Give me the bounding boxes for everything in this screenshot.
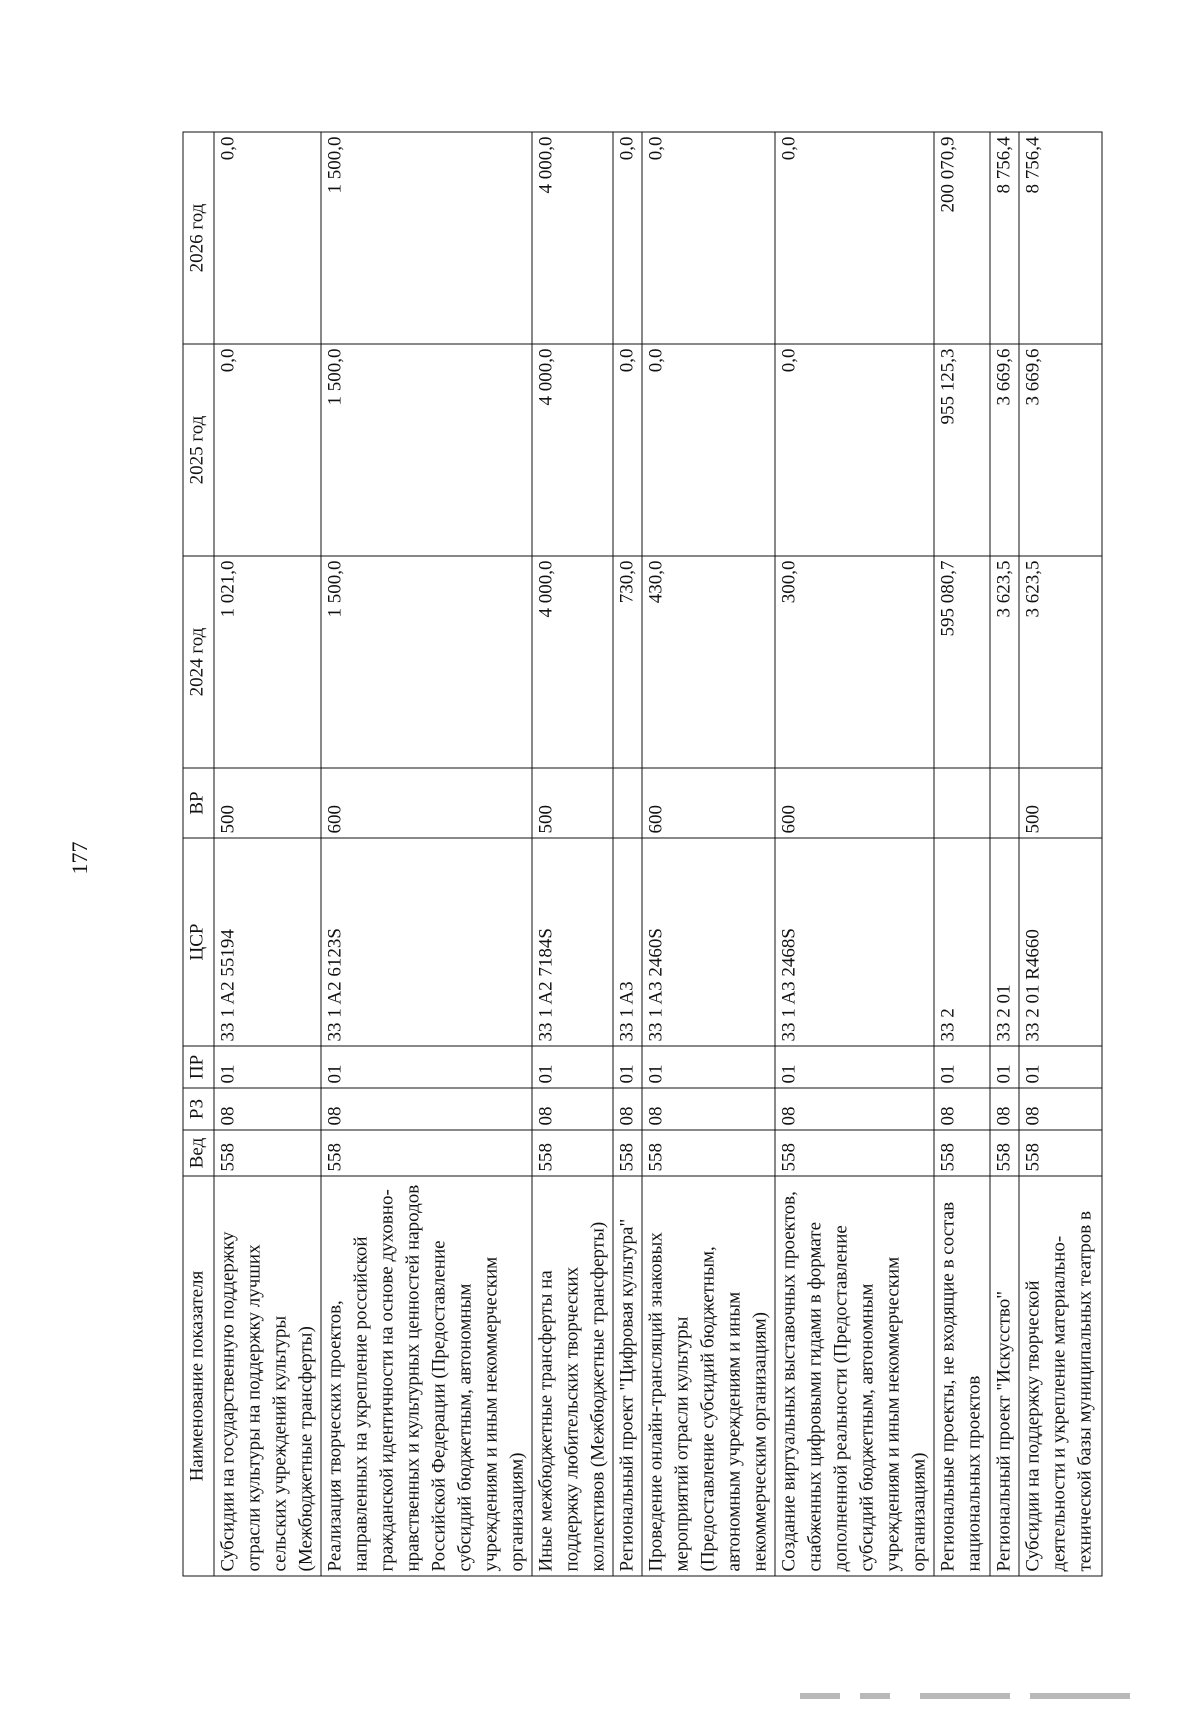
cell-name: Субсидии на поддержку творческой деятельности и укрепление материально-технической базы муниципальных театров в bbox=[1019, 1176, 1102, 1576]
cell-pr: 01 bbox=[321, 1046, 532, 1088]
cell-ved: 558 bbox=[934, 1130, 990, 1176]
cell-ved: 558 bbox=[1019, 1130, 1102, 1176]
cell-name: Региональные проекты, не входящие в состав национальных проектов bbox=[934, 1176, 990, 1576]
cell-2024: 430,0 bbox=[642, 556, 775, 768]
cell-name: Субсидии на государственную поддержку отрасли культуры на поддержку лучших сельских учреждений культуры (Межбюджетные трансферты) bbox=[214, 1176, 321, 1576]
cell-name: Создание виртуальных выставочных проектов, снабженных цифровыми гидами в формате дополненной реальности (Предоставление субсидий бюджетным, автономным учреждениям и иным некоммерческим организациям) bbox=[775, 1176, 934, 1576]
cell-name: Проведение онлайн-трансляций знаковых мероприятий отрасли культуры (Предоставление субсидий бюджетным, автономным учреждениям и иным некоммерческим организациям) bbox=[642, 1176, 775, 1576]
page-number: 177 bbox=[67, 841, 92, 875]
cell-2025: 1 500,0 bbox=[321, 344, 532, 556]
cell-vr: 500 bbox=[1019, 768, 1102, 838]
table-row bbox=[934, 132, 990, 1576]
cell-rz: 08 bbox=[775, 1088, 934, 1130]
cell-vr bbox=[613, 768, 642, 838]
cell-csr: 33 1 A2 55194 bbox=[214, 838, 321, 1046]
table-row bbox=[642, 132, 775, 1576]
cell-pr: 01 bbox=[532, 1046, 613, 1088]
cell-2025: 4 000,0 bbox=[532, 344, 613, 556]
cell-2026: 200 070,9 bbox=[934, 132, 990, 344]
header-name: Наименование показателя bbox=[183, 1176, 214, 1576]
cell-2025: 955 125,3 bbox=[934, 344, 990, 556]
cell-vr bbox=[990, 768, 1019, 838]
cell-2024: 1 021,0 bbox=[214, 556, 321, 768]
cell-2024: 730,0 bbox=[613, 556, 642, 768]
header-pr: ПР bbox=[183, 1046, 214, 1088]
table-row bbox=[775, 132, 934, 1576]
cell-rz: 08 bbox=[934, 1088, 990, 1130]
cell-2024: 300,0 bbox=[775, 556, 934, 768]
cell-rz: 08 bbox=[532, 1088, 613, 1130]
header-csr: ЦСР bbox=[183, 838, 214, 1046]
cell-2025: 0,0 bbox=[642, 344, 775, 556]
table-row bbox=[532, 132, 613, 1576]
header-vr: ВР bbox=[183, 768, 214, 838]
cell-2026: 0,0 bbox=[613, 132, 642, 344]
cell-pr: 01 bbox=[990, 1046, 1019, 1088]
cell-2026: 0,0 bbox=[214, 132, 321, 344]
cell-name: Региональный проект "Искусство" bbox=[990, 1176, 1019, 1576]
cell-name: Региональный проект "Цифровая культура" bbox=[613, 1176, 642, 1576]
cell-csr: 33 2 01 bbox=[990, 838, 1019, 1046]
cell-2026: 4 000,0 bbox=[532, 132, 613, 344]
cell-rz: 08 bbox=[1019, 1088, 1102, 1130]
cell-pr: 01 bbox=[214, 1046, 321, 1088]
cell-2024: 595 080,7 bbox=[934, 556, 990, 768]
cell-2025: 0,0 bbox=[775, 344, 934, 556]
cell-2025: 3 669,6 bbox=[1019, 344, 1102, 556]
cell-vr: 500 bbox=[214, 768, 321, 838]
header-rz: РЗ bbox=[183, 1088, 214, 1130]
cell-pr: 01 bbox=[775, 1046, 934, 1088]
cell-csr: 33 1 A3 bbox=[613, 838, 642, 1046]
cell-csr: 33 1 A2 6123S bbox=[321, 838, 532, 1046]
cell-name: Реализация творческих проектов, направленных на укрепление российской гражданской идентичности на основе духовно-нравственных и культурных ценностей народов Российской Федерации (Предоставление субсидий бюджетным, автономным учреждениям и иным некоммерческим организациям) bbox=[321, 1176, 532, 1576]
cell-2025: 0,0 bbox=[613, 344, 642, 556]
table-row bbox=[214, 132, 321, 1576]
cell-vr: 600 bbox=[321, 768, 532, 838]
table-row bbox=[613, 132, 642, 1576]
cell-ved: 558 bbox=[321, 1130, 532, 1176]
cell-name: Иные межбюджетные трансферты на поддержку любительских творческих коллективов (Межбюджетные трансферты) bbox=[532, 1176, 613, 1576]
header-ved: Вед bbox=[183, 1130, 214, 1176]
budget-table bbox=[183, 132, 1103, 1577]
scan-edge-marks bbox=[800, 1693, 1130, 1701]
cell-vr: 500 bbox=[532, 768, 613, 838]
header-2024: 2024 год bbox=[183, 556, 214, 768]
table-container bbox=[182, 133, 1147, 1577]
header-2025: 2025 год bbox=[183, 344, 214, 556]
cell-pr: 01 bbox=[642, 1046, 775, 1088]
cell-2026: 0,0 bbox=[775, 132, 934, 344]
cell-2026: 1 500,0 bbox=[321, 132, 532, 344]
cell-2024: 1 500,0 bbox=[321, 556, 532, 768]
table-row bbox=[321, 132, 532, 1576]
cell-ved: 558 bbox=[642, 1130, 775, 1176]
cell-ved: 558 bbox=[532, 1130, 613, 1176]
rotated-table-frame bbox=[183, 133, 1148, 1577]
cell-ved: 558 bbox=[214, 1130, 321, 1176]
cell-2026: 8 756,4 bbox=[1019, 132, 1102, 344]
cell-csr: 33 2 01 R4660 bbox=[1019, 838, 1102, 1046]
cell-vr: 600 bbox=[775, 768, 934, 838]
cell-csr: 33 1 A2 7184S bbox=[532, 838, 613, 1046]
cell-ved: 558 bbox=[775, 1130, 934, 1176]
cell-pr: 01 bbox=[1019, 1046, 1102, 1088]
table-header-row bbox=[183, 132, 214, 1576]
cell-2024: 3 623,5 bbox=[1019, 556, 1102, 768]
cell-2025: 0,0 bbox=[214, 344, 321, 556]
cell-vr: 600 bbox=[642, 768, 775, 838]
cell-rz: 08 bbox=[990, 1088, 1019, 1130]
header-2026: 2026 год bbox=[183, 132, 214, 344]
cell-rz: 08 bbox=[321, 1088, 532, 1130]
cell-csr: 33 1 A3 2468S bbox=[775, 838, 934, 1046]
cell-ved: 558 bbox=[990, 1130, 1019, 1176]
cell-rz: 08 bbox=[642, 1088, 775, 1130]
cell-2026: 8 756,4 bbox=[990, 132, 1019, 344]
cell-pr: 01 bbox=[934, 1046, 990, 1088]
cell-rz: 08 bbox=[613, 1088, 642, 1130]
cell-csr: 33 1 A3 2460S bbox=[642, 838, 775, 1046]
table-row bbox=[1019, 132, 1102, 1576]
cell-2024: 4 000,0 bbox=[532, 556, 613, 768]
cell-csr: 33 2 bbox=[934, 838, 990, 1046]
table-row bbox=[990, 132, 1019, 1576]
cell-2024: 3 623,5 bbox=[990, 556, 1019, 768]
cell-pr: 01 bbox=[613, 1046, 642, 1088]
cell-ved: 558 bbox=[613, 1130, 642, 1176]
cell-2025: 3 669,6 bbox=[990, 344, 1019, 556]
cell-vr bbox=[934, 768, 990, 838]
cell-rz: 08 bbox=[214, 1088, 321, 1130]
cell-2026: 0,0 bbox=[642, 132, 775, 344]
